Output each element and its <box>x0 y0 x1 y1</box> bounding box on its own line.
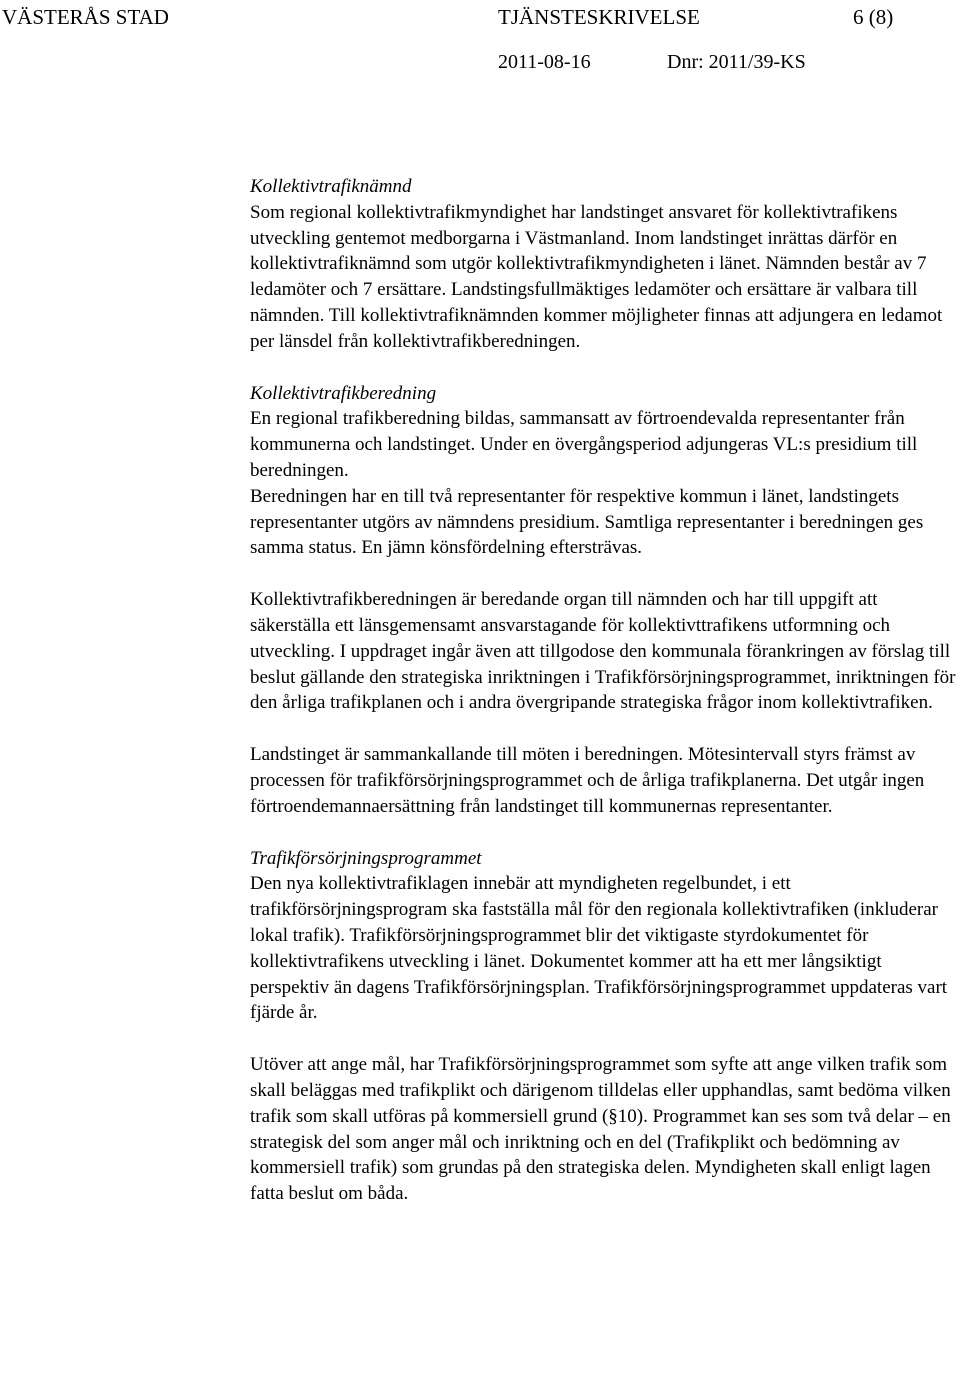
paragraph: Som regional kollektivtrafikmyndighet har landstinget ansvaret för kollektivtrafikens utveckling gentemot medborgarna i Västmanland. Inom landstinget inrättas därför en kollektivtrafiknämnd som utgör kollektivtrafikmyndigheten i länet. Nämnden består av 7 ledamöter och 7 ersättare. Landstingsfullmäktiges ledamöter och ersättare är valbara till nämnden. Till kollektivtrafiknämnden kommer möjligheter finnas att adjungera en ledamot per länsdel från kollektivtrafikberedningen. <box>250 201 943 352</box>
header-org: VÄSTERÅS STAD <box>2 5 169 29</box>
section-kollektivtrafiknamnd <box>250 174 960 355</box>
document-body <box>250 174 960 1207</box>
header-page-number: 6 (8) <box>853 5 894 29</box>
section-heading: Kollektivtrafikberedning <box>250 382 437 404</box>
header-doc-type: TJÄNSTESKRIVELSE <box>498 5 700 29</box>
section-heading: Kollektivtrafiknämnd <box>250 176 412 197</box>
paragraph: Utöver att ange mål, har Trafikförsörjningsprogrammet som syfte att ange vilken trafik som skall beläggas med trafikplikt och därigenom tilldelas eller upphandlas, samt bedöma vilken trafik som skall utföras på kommersiell grund (§10). Programmet kan ses som två delar – en strategisk del som anger mål och inriktning och en del (Trafikplikt och bedömning av kommersiell trafik) som grundas på den strategiska delen. Myndigheten skall enligt lagen fatta beslut om båda. <box>250 1054 951 1205</box>
paragraph: Landstinget är sammankallande till möten i beredningen. Mötesintervall styrs främst av processen för trafikförsörjningsprogrammet och de årliga trafikplanerna. Det utgår ingen förtroendemannaersättning från landstinget till kommunernas representanter. <box>250 744 925 817</box>
header-dnr: Dnr: 2011/39-KS <box>667 51 806 73</box>
paragraph: Kollektivtrafikberedningen är beredande organ till nämnden och har till uppgift att säkerställa ett länsgemensamt ansvarstagande för kollektivttrafikens utformning och utveckling. I uppdraget ingår även att tillgodose den kommunala förankringen av förslag till beslut gällande den strategiska inriktningen i Trafikförsörjningsprogrammet, inriktningen för den årliga trafikplanen och i andra övergripande strategiska frågor inom kollektivtrafiken. <box>250 589 956 714</box>
section-trafikforsorjningsprogrammet <box>250 846 960 1207</box>
paragraph: En regional trafikberedning bildas, sammansatt av förtroendevalda representanter från kommunerna och landstinget. Under en övergångsperiod adjungeras VL:s presidium till beredningen. <box>250 408 918 481</box>
section-kollektivtrafikberedning <box>250 381 960 820</box>
section-heading: Trafikförsörjningsprogrammet <box>250 847 482 869</box>
paragraph: Beredningen har en till två representanter för respektive kommun i länet, landstingets representanter utgörs av nämndens presidium. Samtliga representanter i beredningen ges samma status. En jämn könsfördelning eftersträvas. <box>250 485 924 559</box>
paragraph: Den nya kollektivtrafiklagen innebär att myndigheten regelbundet, i ett trafikförsörjningsprogram ska fastställa mål för den regionala kollektivtrafiken (inkluderar lokal trafik). Trafikförsörjningsprogrammet blir det viktigaste styrdokumentet för kollektivtrafikens utveckling i länet. Dokumentet kommer att ha ett mer långsiktigt perspektiv än dagens Trafikförsörjningsplan. Trafikförsörjningsprogrammet uppdateras vart fjärde år. <box>250 873 948 1024</box>
header-date: 2011-08-16 <box>498 51 591 73</box>
